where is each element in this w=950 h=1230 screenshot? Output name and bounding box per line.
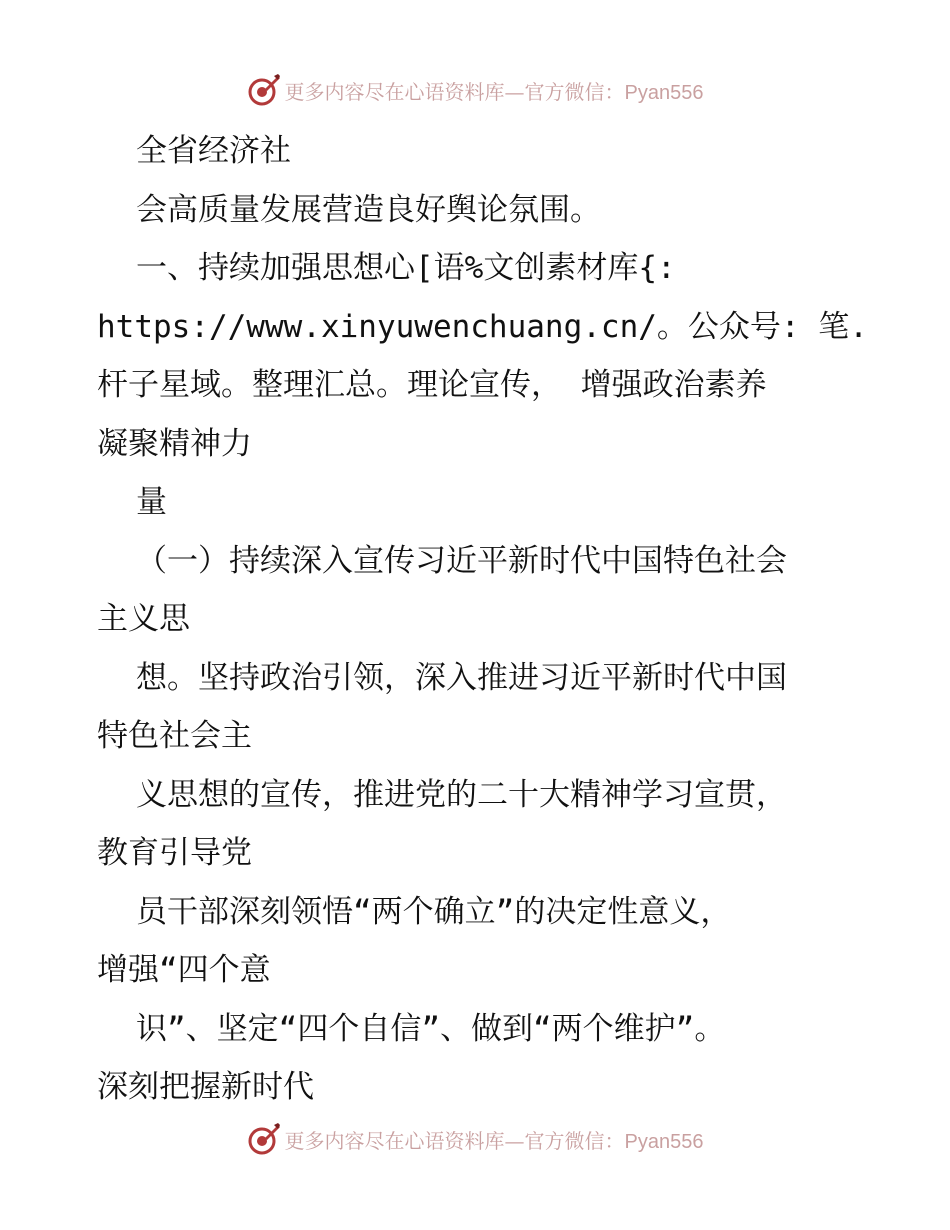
text-line: 主义思 — [97, 601, 190, 637]
text-line: 一、持续加强思想心[语%文创素材库{: — [136, 250, 676, 286]
text-line: 特色社会主 — [97, 718, 252, 754]
text-line: 凝聚精神力 — [97, 425, 252, 462]
text-line: 想。坚持政治引领，深入推进习近平新时代中国 — [136, 659, 787, 696]
text-line: 增强“四个意 — [97, 952, 271, 988]
text-line: 量 — [136, 484, 167, 520]
header-banner-text: 更多内容尽在心语资料库—官方微信：Pyan556 — [284, 79, 704, 104]
footer-wechat-id: Pyan556 — [624, 1130, 704, 1153]
text-line: 员干部深刻领悟“两个确立”的决定性意义， — [136, 893, 732, 930]
body-text — [97, 122, 868, 1117]
text-line: 会高质量发展营造良好舆论氛围。 — [136, 191, 601, 228]
text-line: （一）持续深入宣传习近平新时代中国特色社会 — [136, 542, 787, 579]
text-line: 杆子星域。整理汇总。理论宣传， 增强政治素养 — [97, 367, 767, 403]
text-line: 教育引导党 — [97, 835, 252, 871]
header-banner — [0, 70, 950, 110]
footer-banner — [0, 1119, 950, 1159]
text-line: 识”、坚定“四个自信”、做到“两个维护”。 — [136, 1010, 726, 1047]
brush-logo-icon — [247, 1122, 281, 1156]
text-line: https://www.xinyuwenchuang.cn/。公众号: 笔. — [97, 308, 868, 345]
brush-logo-icon — [247, 73, 281, 107]
text-line: 义思想的宣传，推进党的二十大精神学习宣贯， — [136, 776, 787, 813]
text-line: 深刻把握新时代 — [97, 1069, 314, 1105]
footer-banner-text: 更多内容尽在心语资料库—官方微信：Pyan556 — [284, 1128, 704, 1153]
header-wechat-id: Pyan556 — [624, 81, 704, 104]
text-line: 全省经济社 — [136, 133, 291, 169]
